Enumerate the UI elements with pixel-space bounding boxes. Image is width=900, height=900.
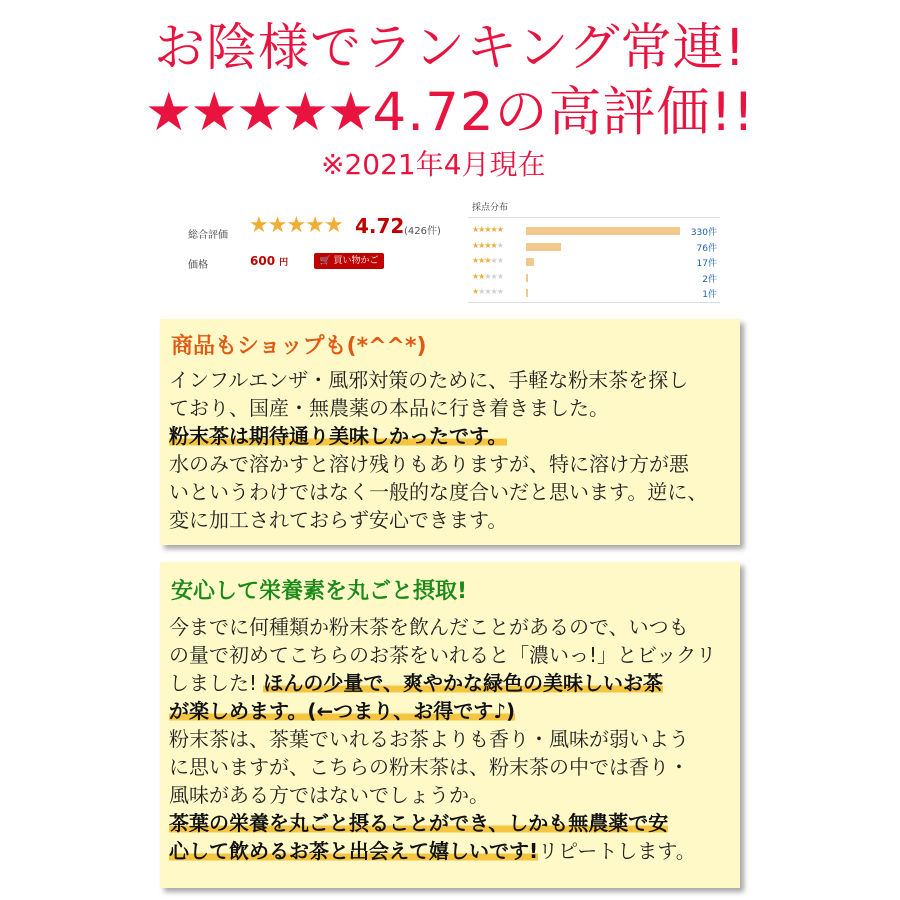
rating-score: 4.72 [355,214,405,238]
review-text: いというわけではなく一般的な度合いだと思います。逆に、 [169,480,708,504]
headline-date-note: ※2021年4月現在 [321,148,546,181]
review-line [169,837,735,865]
review-count[interactable]: (426件) [404,226,441,237]
distribution-bar [526,227,680,235]
headline-rating [0,70,900,146]
star-on-icon: ★ [323,213,343,238]
distribution-stars-icon: ★★★★★ [472,225,503,234]
review-line [169,366,735,394]
distribution-stars-icon: ★★★★★ [472,287,503,296]
review-2-title: 安心して栄養素を丸ごと摂取! [171,579,468,604]
review-text: 粉末茶は、茶葉でいれるお茶よりも香り・風味が弱いよう [169,727,689,751]
distribution-row-5[interactable] [472,225,717,238]
distribution-stars-icon: ★★★★★ [472,256,503,265]
review-text: インフルエンザ・風邪対策のために、手軽な粉末茶を探し [169,368,689,392]
review-highlight: 粉末茶は期待通り美味しかったです。 [169,424,508,448]
distribution-bar [526,274,528,282]
review-highlight: 茶葉の栄養を丸ごと摂ることができ、しかも無農薬で安 [169,811,669,835]
review-line [169,422,735,450]
distribution-row-4[interactable] [472,241,717,254]
star-on-icon: ★ [305,213,324,238]
star-on-icon: ★ [249,213,268,238]
review-highlight: 心して飲めるお茶と出会えて嬉しいです! [169,839,539,863]
review-2-body [169,613,735,865]
cart-button-label: 買い物かご [333,256,379,266]
review-1-title: 商品もショップも(*^^*) [171,334,427,359]
distribution-divider [468,217,720,218]
total-rating-label: 総合評価 [188,230,228,241]
star-on-icon: ★ [267,213,287,238]
distribution-bar [526,258,534,266]
price-unit: 円 [279,258,289,268]
review-1-body [169,366,735,534]
review-card-1 [160,319,740,545]
distribution-row-1[interactable] [472,287,717,300]
review-text: 風味がある方ではないでしょうか。 [169,783,489,807]
distribution-count[interactable]: 330件 [690,228,717,238]
price-value [250,254,288,268]
review-text: しました! [169,671,264,695]
headline-stars-icon: ★★★★★ [144,82,373,143]
review-highlight: ほんの少量で、爽やかな緑色の美味しいお茶 [263,671,663,695]
distribution-count[interactable]: 1件 [702,290,717,300]
review-line [169,697,735,725]
review-text: に思いますが、こちらの粉末茶は、粉末茶の中では香り・ [169,755,689,779]
price-amount: 600 [250,254,276,268]
headline-rating-text: 4.72の高評価!! [372,82,756,143]
review-line [169,669,735,697]
distribution-count[interactable]: 2件 [702,274,717,285]
distribution-bar [526,243,561,251]
review-line [169,809,735,837]
distribution-divider-bottom [468,302,720,303]
star-on-icon: ★ [286,213,306,238]
review-text: 今までに何種類か粉末茶を飲んだことがあるので、いつも [169,615,689,639]
review-text: リピートします。 [538,839,696,863]
price-label: 価格 [188,260,208,271]
review-line [169,613,735,641]
distribution-title: 採点分布 [472,203,509,213]
rating-stars-icon [249,213,343,238]
distribution-bar [526,289,528,297]
review-line [169,478,735,506]
review-text: の量で初めてこちらのお茶をいれると「濃いっ!」とビックリ [169,643,717,667]
review-line [169,781,735,809]
cart-icon: 🛒 [319,256,331,266]
review-text: ており、国産・無農薬の本品に行き着きました。 [169,396,609,420]
distribution-count[interactable]: 17件 [696,259,717,269]
distribution-stars-icon: ★★★★★ [472,271,503,281]
headline-ranking: お陰様でランキング常連! [154,19,746,78]
distribution-stars-icon: ★★★★★ [472,240,503,250]
review-text: 変に加工されておらず安心できます。 [169,508,508,532]
cart-button[interactable] [314,253,384,269]
review-line [169,725,735,753]
review-line [169,506,735,534]
review-card-2 [160,562,740,888]
distribution-row-2[interactable] [472,272,717,285]
distribution-count[interactable]: 76件 [696,243,717,254]
review-line [169,641,735,669]
review-line [169,450,735,478]
review-highlight: が楽しめます。(←つまり、お得です♪) [169,699,516,723]
review-line [169,753,735,781]
distribution-row-3[interactable] [472,256,717,269]
review-text: 水のみで溶かすと溶け残りもありますが、特に溶け方が悪 [169,452,689,476]
review-line [169,394,735,422]
